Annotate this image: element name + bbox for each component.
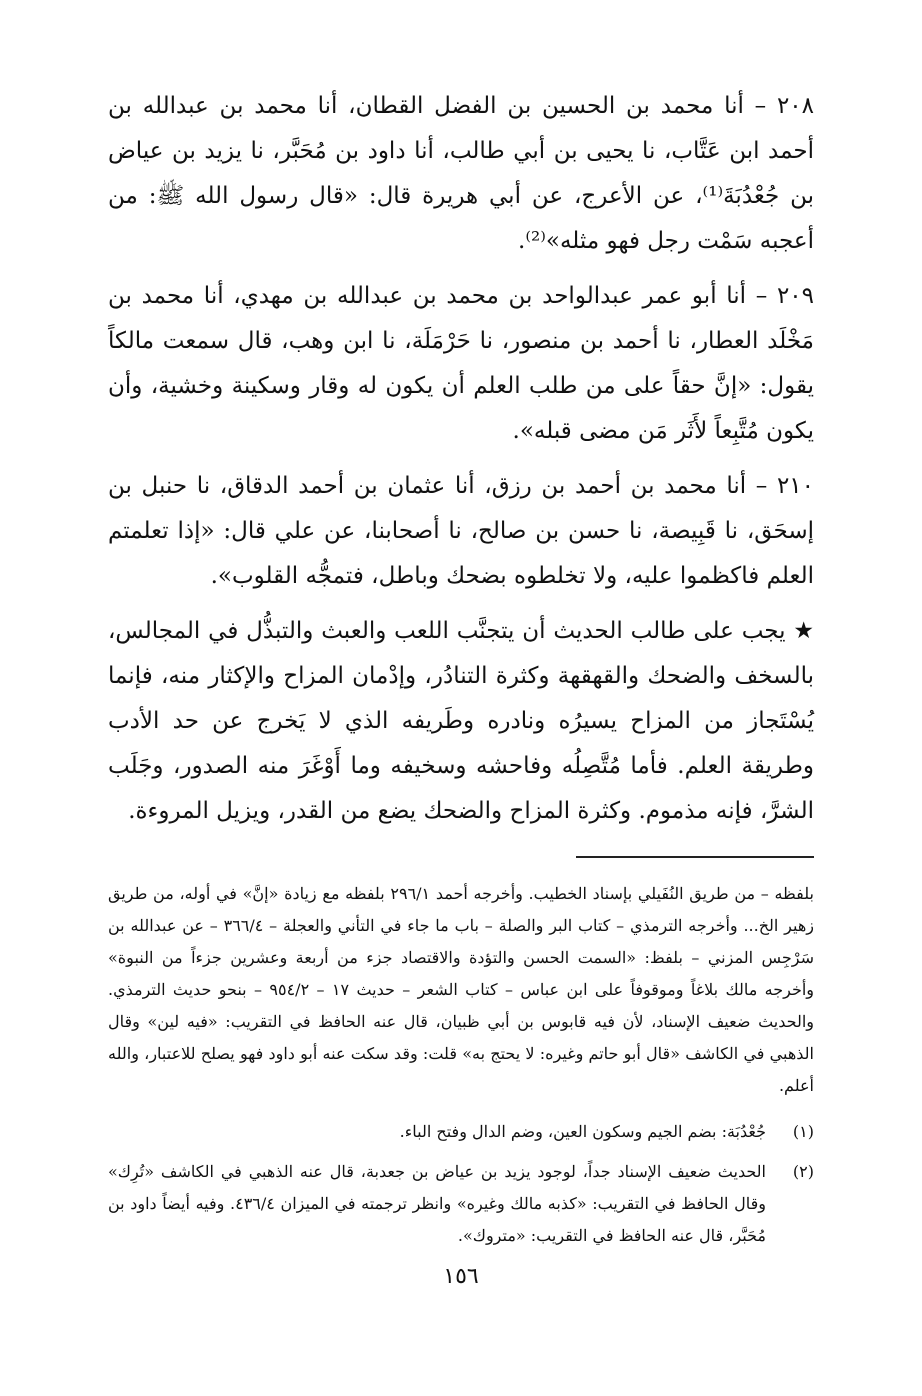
footnote-text: الحديث ضعيف الإسناد جداً، لوجود يزيد بن عياض بن جعدبة، قال عنه الذهبي في الكاشف «تُرِك» وقال الحافظ في التقريب: «كذبه مالك وغيره» وانظر ترجمته في الميزان ٤٣٦/٤. وفيه أيضاً داود بن مُحَبَّر، قال عنه الحافظ في التقريب: «متروك». xyxy=(108,1162,766,1245)
hadith-209: ٢٠٩ – أنا أبو عمر عبدالواحد بن محمد بن عبدالله بن مهدي، أنا محمد بن مَخْلَد العطار، نا أحمد بن منصور، نا حَرْمَلَة، نا ابن وهب، قال سمعت مالكاً يقول: «إنَّ حقاً على من طلب العلم أن يكون له وقار وسكينة وخشية، وأن يكون مُتَّبِعاً لأَثَر مَن مضى قبله». xyxy=(108,283,814,444)
main-text xyxy=(108,84,814,834)
footnote-divider xyxy=(576,856,814,858)
hadith-208: ٢٠٨ – أنا محمد بن الحسين بن الفضل القطان، أنا محمد بن عبدالله بن أحمد ابن عَتَّاب، نا يحيى بن أبي طالب، أنا داود بن مُحَبَّر، نا يزيد بن عياض بن جُعْدُبَةَ⁽¹⁾، عن الأعرج، عن أبي هريرة قال: «قال رسول الله ﷺ: من أعجبه سَمْت رجل فهو مثله»⁽²⁾. xyxy=(108,93,814,254)
commentary-paragraph: ★ يجب على طالب الحديث أن يتجنَّب اللعب والعبث والتبذُّل في المجالس، بالسخف والضحك والقهقهة وكثرة التنادُر، وإدْمان المزاح والإكثار منه، فإنما يُسْتَجاز من المزاح يسيرُه ونادره وطَريفه الذي لا يَخرج عن حد الأدب وطريقة العلم. فأما مُتَّصِلُه وفاحشه وسخيفه وما أَوْغَرَ منه الصدور، وجَلَب الشرَّ، فإنه مذموم. وكثرة المزاح والضحك يضع من القدر، ويزيل المروءة. xyxy=(108,618,814,824)
footnote-continuation: بلفظه – من طريق النُفَيلي بإسناد الخطيب. وأخرجه أحمد ٢٩٦/١ بلفظه مع زيادة «إنَّ» في أوله، من طريق زهير الخ... وأخرجه الترمذي – كتاب البر والصلة – باب ما جاء في التأني والعجلة – ٣٦٦/٤ – عن عبدالله بن سَرْجِس المزني – بلفظ: «السمت الحسن والتؤدة والاقتصاد جزء من أربعة وعشرين جزءاً من النبوة» وأخرجه مالك بلاغاً وموقوفاً على ابن عباس – كتاب الشعر – حديث ١٧ – ٩٥٤/٢ – بنحو حديث الترمذي. والحديث ضعيف الإسناد، لأن فيه قابوس بن أبي ظبيان، قال عنه الحافظ في التقريب: «فيه لين» وقال الذهبي في الكاشف «قال أبو حاتم وغيره: لا يحتج به» قلت: وقد سكت عنه أبو داود فهو يصلح للاعتبار، والله أعلم. xyxy=(108,884,815,1095)
footnotes-section xyxy=(108,878,814,1252)
footnote-list xyxy=(108,1116,814,1252)
footnote-number: (١) xyxy=(792,1122,814,1141)
hadith-210: ٢١٠ – أنا محمد بن أحمد بن رزق، أنا عثمان بن أحمد الدقاق، نا حنبل بن إسحَق، نا قَبِيصة، نا حسن بن صالح، نا أصحابنا، عن علي قال: «إذا تعلمتم العلم فاكظموا عليه، ولا تخلطوه بضحك وباطل، فتمجُّه القلوب». xyxy=(108,473,814,589)
book-page xyxy=(108,84,814,1260)
footnote-1 xyxy=(108,1116,814,1148)
page-number: ١٥٦ xyxy=(443,1264,479,1289)
footnote-text: جُعْدُبَة: بضم الجيم وسكون العين، وضم الدال وفتح الباء. xyxy=(399,1122,766,1141)
footnote-2 xyxy=(108,1156,814,1252)
footnote-number: (٢) xyxy=(792,1162,814,1181)
